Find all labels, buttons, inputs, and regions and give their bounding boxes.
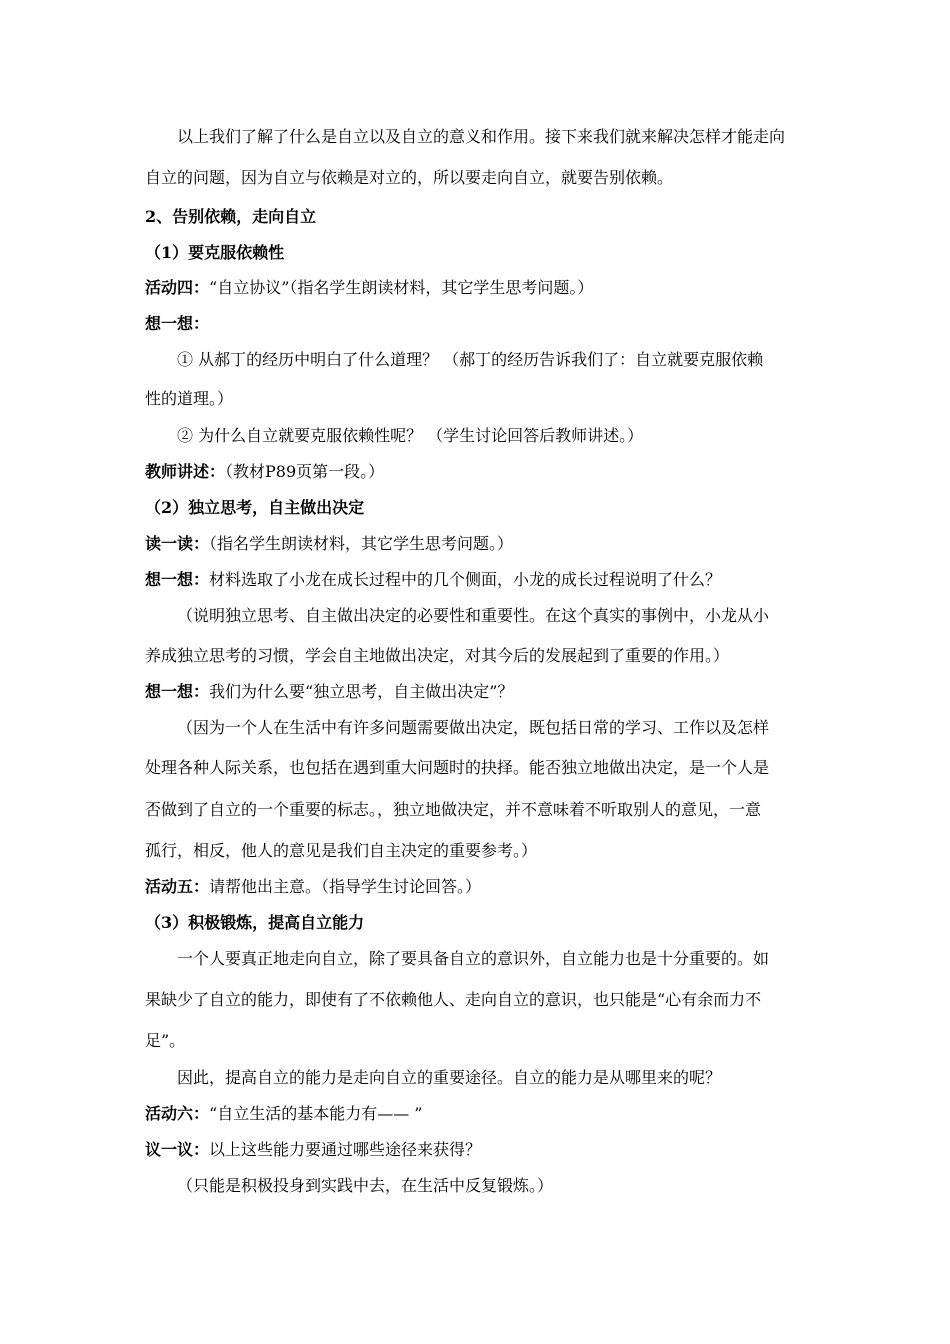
paragraph-therefore-line: 因此，提高自立的能力是走向自立的重要途径。自立的能力是从哪里来的呢？	[177, 1068, 722, 1087]
teacher-explain-label: 教师讲述：	[145, 462, 226, 481]
activity-6-label: 活动六：	[145, 1104, 210, 1123]
paragraph-ability-line-3: 足”。	[145, 1031, 186, 1050]
explanation-2-line-2: 处理各种人际关系，也包括在遇到重大问题时的抉择。能否独立地做出决定，是一个人是	[145, 758, 770, 777]
activity-4-label: 活动四：	[145, 278, 210, 297]
activity-4-text: “自立协议”（指名学生朗读材料，其它学生思考问题。）	[209, 278, 594, 297]
discuss-line	[145, 1139, 481, 1161]
question-1-line-2: 性的道理。）	[145, 389, 234, 408]
read-label: 读一读：	[145, 534, 210, 553]
question-1-line-1: ① 从郝丁的经历中明白了什么道理？ （郝丁的经历告诉我们了：自立就要克服依赖	[177, 350, 764, 369]
paragraph-ability-line-1: 一个人要真正地走向自立，除了要具备自立的意识外，自立能力也是十分重要的。如	[177, 949, 770, 968]
section-heading-2: 2、告别依赖，走向自立	[145, 207, 317, 226]
paragraph-ability-line-2: 果缺少了自立的能力，即使有了不依赖他人、走向自立的意识，也只能是“心有余而力不	[145, 990, 762, 1009]
read-line	[145, 533, 513, 555]
read-text: （指名学生朗读材料，其它学生思考问题。）	[209, 534, 514, 553]
explanation-2-line-1: （因为一个人在生活中有许多问题需要做出决定，既包括日常的学习、工作以及怎样	[177, 718, 770, 737]
subsection-heading-1: （1）要克服依赖性	[145, 243, 285, 262]
subsection-heading-2: （2）独立思考，自主做出决定	[145, 498, 365, 517]
teacher-explain-line	[145, 461, 384, 483]
explanation-1-line-1: （说明独立思考、自主做出决定的必要性和重要性。在这个真实的事例中，小龙从小	[177, 606, 770, 625]
activity-6-text: “自立生活的基本能力有—— ”	[209, 1104, 423, 1123]
think-label-1: 想一想：	[145, 314, 210, 333]
discuss-text: 以上这些能力要通过哪些途径来获得？	[209, 1140, 482, 1159]
paragraph-intro-line-1: 以上我们了解了什么是自立以及自立的意义和作用。接下来我们就来解决怎样才能走向	[177, 127, 786, 146]
final-answer-line: （只能是积极投身到实践中去，在生活中反复锻炼。）	[177, 1176, 554, 1195]
activity-5-text: 请帮他出主意。（指导学生讨论回答。）	[209, 877, 482, 896]
think-label-3: 想一想：	[145, 682, 210, 701]
discuss-label: 议一议：	[145, 1140, 210, 1159]
think-line-2	[145, 569, 721, 591]
explanation-2-line-3: 否做到了自立的一个重要的标志。，独立地做决定，并不意味着不听取别人的意见，一意	[145, 800, 762, 819]
explanation-1-line-2: 养成独立思考的习惯，学会自主地做出决定，对其今后的发展起到了重要的作用。）	[145, 646, 730, 665]
think-line-3	[145, 681, 513, 703]
think-label-2: 想一想：	[145, 570, 210, 589]
think-text-2: 材料选取了小龙在成长过程中的几个侧面，小龙的成长过程说明了什么？	[209, 570, 722, 589]
activity-6-line	[145, 1103, 422, 1125]
think-text-3: 我们为什么要“独立思考，自主做出决定”？	[209, 682, 514, 701]
subsection-heading-3: （3）积极锻炼，提高自立能力	[145, 913, 365, 932]
activity-4-line	[145, 277, 593, 299]
question-2-line: ② 为什么自立就要克服依赖性呢？ （学生讨论回答后教师讲述。）	[177, 426, 644, 445]
explanation-2-line-4: 孤行，相反，他人的意见是我们自主决定的重要参考。）	[145, 841, 538, 860]
paragraph-intro-line-2: 自立的问题，因为自立与依赖是对立的，所以要走向自立，就要告别依赖。	[145, 168, 674, 187]
activity-5-label: 活动五：	[145, 877, 210, 896]
activity-5-line	[145, 876, 481, 898]
teacher-explain-text: （教材P89页第一段。）	[225, 462, 385, 481]
